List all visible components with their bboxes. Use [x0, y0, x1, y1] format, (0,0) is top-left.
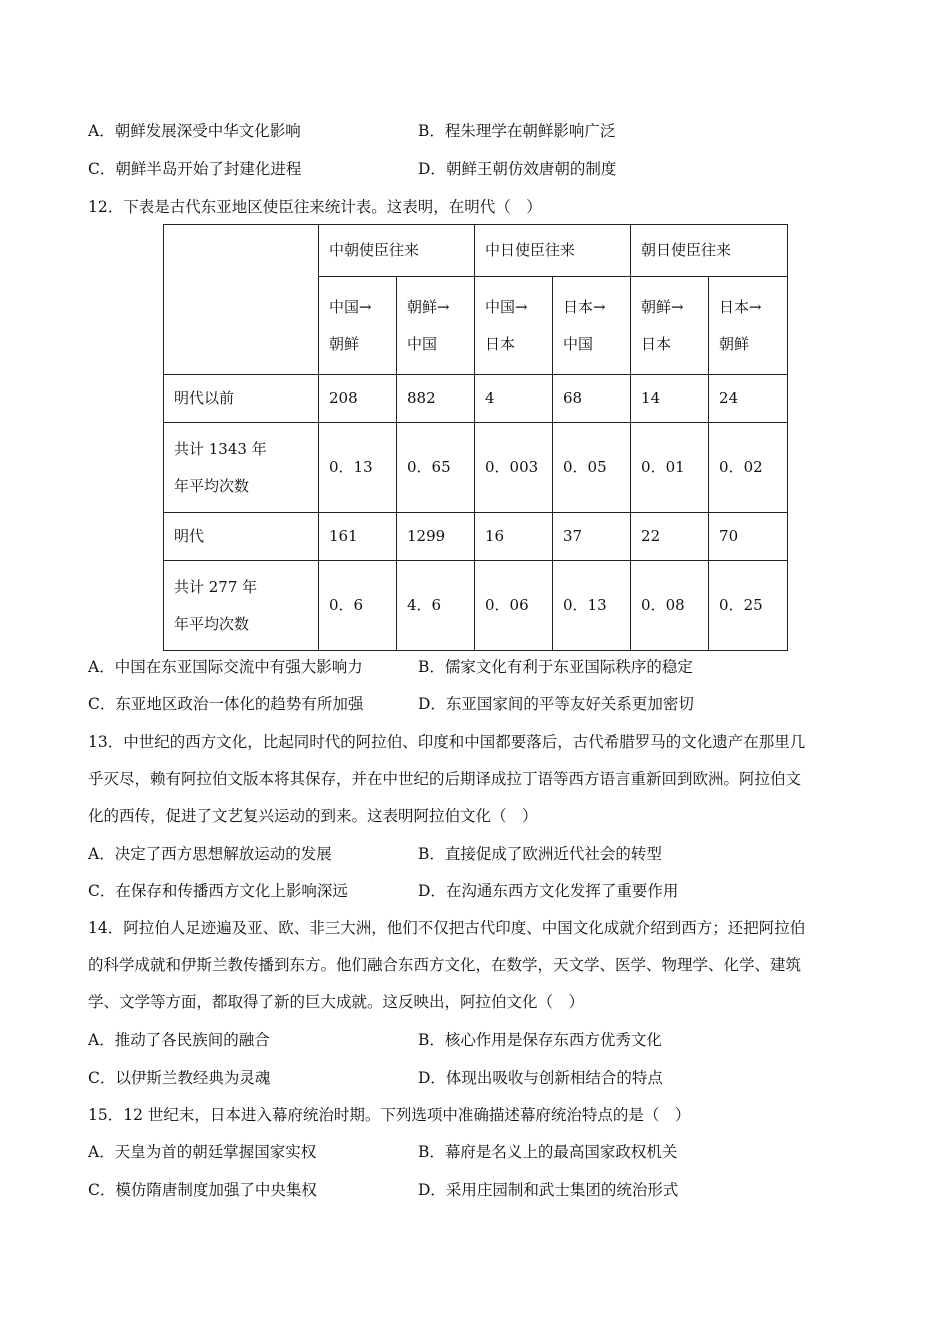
table-cell: 208 — [319, 375, 397, 423]
q14-stem-line: 14．阿拉伯人足迹遍及亚、欧、非三大洲，他们不仅把古代印度、中国文化成就介绍到西方；还把阿拉伯 — [88, 919, 806, 937]
table-row — [164, 423, 788, 513]
q13-option-c[interactable]: C．在保存和传播西方文化上影响深远 — [88, 882, 348, 900]
q12-options-row-1 — [88, 655, 868, 679]
table-row — [164, 375, 788, 423]
subheader-korea-to-china: 朝鲜→ 中国 — [397, 277, 475, 375]
table-cell: 70 — [709, 513, 788, 561]
table-cell: 0．05 — [553, 423, 631, 513]
table-cell: 0．65 — [397, 423, 475, 513]
q13-stem-line: 13．中世纪的西方文化，比起同时代的阿拉伯、印度和中国都要落后，古代希腊罗马的文化遗产在那里几 — [88, 733, 806, 751]
q12-options-row-2 — [88, 692, 868, 716]
q12-stem: 12．下表是古代东亚地区使臣往来统计表。这表明，在明代（ ） — [88, 198, 542, 216]
subheader-china-to-korea: 中国→ 朝鲜 — [319, 277, 397, 375]
q12-option-b[interactable]: B．儒家文化有利于东亚国际秩序的稳定 — [418, 658, 693, 676]
q11-options-row-2 — [88, 157, 868, 181]
q15-stem: 15．12 世纪末，日本进入幕府统治时期。下列选项中准确描述幕府统治特点的是（ ） — [88, 1106, 691, 1124]
q14-options-row-2 — [88, 1066, 868, 1090]
q14-option-d[interactable]: D．体现出吸收与创新相结合的特点 — [418, 1069, 663, 1087]
q14-stem-line: 学、文学等方面，都取得了新的巨大成就。这反映出，阿拉伯文化（ ） — [88, 993, 585, 1011]
q11-option-b[interactable]: B．程朱理学在朝鲜影响广泛 — [418, 122, 616, 140]
table-cell: 4 — [475, 375, 553, 423]
subheader-korea-to-japan: 朝鲜→ 日本 — [631, 277, 709, 375]
row-label: 明代以前 — [164, 375, 319, 423]
q13-stem-line: 乎灭尽，赖有阿拉伯文版本将其保存，并在中世纪的后期译成拉丁语等西方语言重新回到欧洲。阿拉伯文 — [88, 770, 802, 788]
header-group-korea-japan: 朝日使臣往来 — [631, 225, 788, 277]
table-cell: 0．02 — [709, 423, 788, 513]
q15-options-row-2 — [88, 1178, 868, 1202]
subheader-china-to-japan: 中国→ 日本 — [475, 277, 553, 375]
table-cell: 882 — [397, 375, 475, 423]
q11-option-a[interactable]: A．朝鲜发展深受中华文化影响 — [88, 122, 301, 140]
header-group-china-japan: 中日使臣往来 — [475, 225, 631, 277]
q14-stem-line: 的科学成就和伊斯兰教传播到东方。他们融合东西方文化，在数学，天文学、医学、物理学、化学、建筑 — [88, 956, 802, 974]
q13-options-row-1 — [88, 842, 868, 866]
table-cell: 4．6 — [397, 561, 475, 651]
table-corner-cell — [164, 225, 319, 375]
table-cell: 161 — [319, 513, 397, 561]
q15-option-d[interactable]: D．采用庄园制和武士集团的统治形式 — [418, 1181, 679, 1199]
q14-option-c[interactable]: C．以伊斯兰教经典为灵魂 — [88, 1069, 271, 1087]
q15-option-a[interactable]: A．天皇为首的朝廷掌握国家实权 — [88, 1143, 317, 1161]
q14-stem — [88, 910, 858, 1021]
table-row — [164, 561, 788, 651]
table-cell: 1299 — [397, 513, 475, 561]
table-cell: 0．08 — [631, 561, 709, 651]
q13-option-d[interactable]: D．在沟通东西方文化发挥了重要作用 — [418, 882, 679, 900]
row-label: 共计 1343 年 年平均次数 — [164, 423, 319, 513]
q15-option-b[interactable]: B．幕府是名义上的最高国家政权机关 — [418, 1143, 678, 1161]
table-cell: 0．01 — [631, 423, 709, 513]
q14-option-b[interactable]: B．核心作用是保存东西方优秀文化 — [418, 1031, 662, 1049]
table-cell: 68 — [553, 375, 631, 423]
q12-option-c[interactable]: C．东亚地区政治一体化的趋势有所加强 — [88, 695, 364, 713]
table-cell: 37 — [553, 513, 631, 561]
table-row — [164, 513, 788, 561]
q14-option-a[interactable]: A．推动了各民族间的融合 — [88, 1031, 270, 1049]
q13-option-b[interactable]: B．直接促成了欧洲近代社会的转型 — [418, 845, 662, 863]
q12-option-a[interactable]: A．中国在东亚国际交流中有强大影响力 — [88, 658, 363, 676]
table-cell: 24 — [709, 375, 788, 423]
table-cell: 22 — [631, 513, 709, 561]
q12-option-d[interactable]: D．东亚国家间的平等友好关系更加密切 — [418, 695, 694, 713]
row-label: 共计 277 年 年平均次数 — [164, 561, 319, 651]
subheader-japan-to-china: 日本→ 中国 — [553, 277, 631, 375]
table-cell: 16 — [475, 513, 553, 561]
table-cell: 0．06 — [475, 561, 553, 651]
envoy-statistics-table — [163, 224, 788, 651]
table-header-row — [164, 225, 788, 277]
q11-option-d[interactable]: D．朝鲜王朝仿效唐朝的制度 — [418, 160, 617, 178]
row-label: 明代 — [164, 513, 319, 561]
q11-option-c[interactable]: C．朝鲜半岛开始了封建化进程 — [88, 160, 302, 178]
table-cell: 0．25 — [709, 561, 788, 651]
q14-options-row-1 — [88, 1028, 868, 1052]
table-cell: 0．6 — [319, 561, 397, 651]
q13-stem — [88, 724, 858, 835]
table-cell: 0．13 — [553, 561, 631, 651]
subheader-japan-to-korea: 日本→ 朝鲜 — [709, 277, 788, 375]
header-group-china-korea: 中朝使臣往来 — [319, 225, 475, 277]
table-cell: 0．13 — [319, 423, 397, 513]
table-cell: 0．003 — [475, 423, 553, 513]
q15-option-c[interactable]: C．模仿隋唐制度加强了中央集权 — [88, 1181, 317, 1199]
q11-options-row-1 — [88, 119, 868, 143]
q15-options-row-1 — [88, 1140, 868, 1164]
q13-option-a[interactable]: A．决定了西方思想解放运动的发展 — [88, 845, 332, 863]
q13-options-row-2 — [88, 879, 868, 903]
q13-stem-line: 化的西传，促进了文艺复兴运动的到来。这表明阿拉伯文化（ ） — [88, 807, 538, 825]
table-cell: 14 — [631, 375, 709, 423]
